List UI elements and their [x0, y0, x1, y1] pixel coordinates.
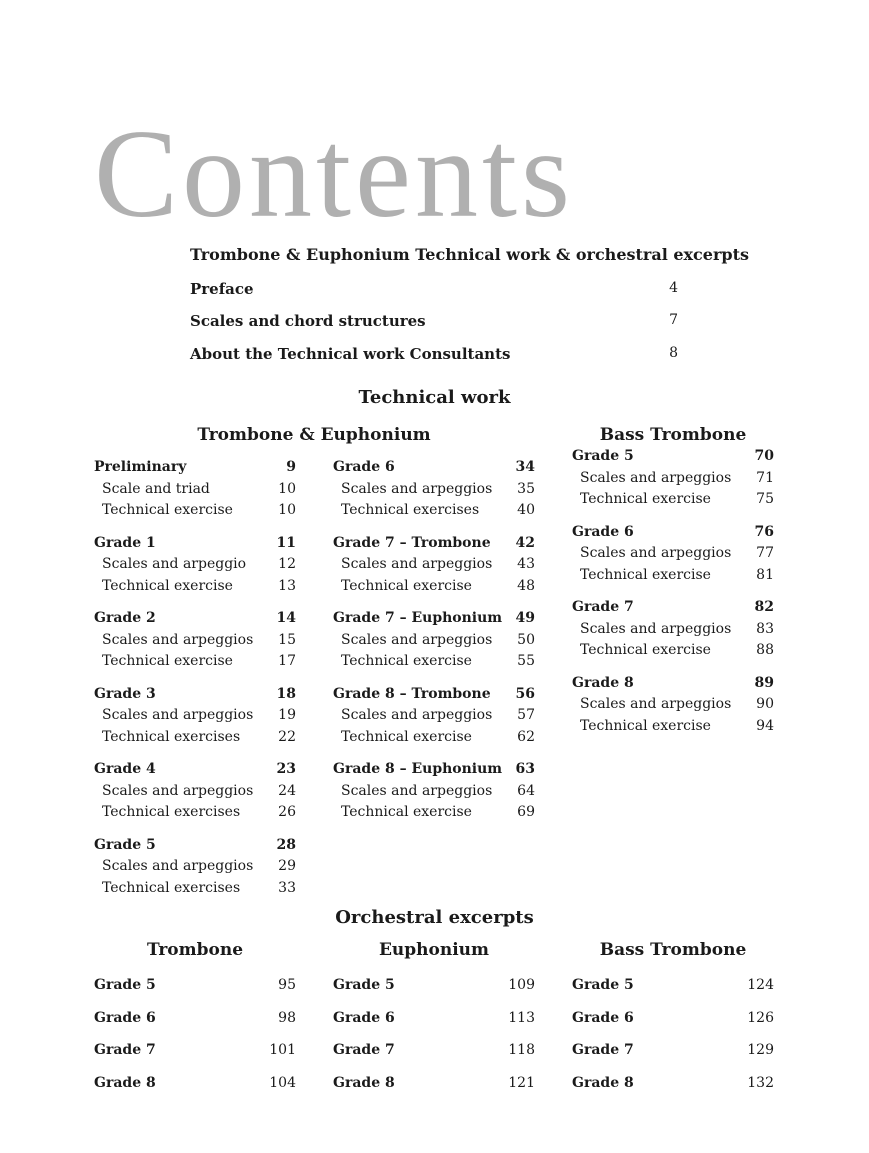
entry-page: 8: [669, 345, 678, 361]
entry-label: Scales and arpeggios: [341, 707, 493, 723]
toc-sub-entry[interactable]: [572, 489, 774, 511]
entry-page: 89: [754, 674, 774, 691]
entry-page: 70: [754, 448, 774, 464]
orchestral-entry[interactable]: [94, 1073, 296, 1106]
toc-sub-entry[interactable]: [333, 802, 535, 824]
orchestral-entry[interactable]: [94, 1040, 296, 1073]
toc-sub-entry[interactable]: [94, 878, 296, 900]
entry-page: 22: [278, 728, 296, 745]
entry-label: Grade 5: [572, 977, 634, 993]
entry-label: Scales and arpeggios: [102, 782, 254, 799]
entry-page: 104: [269, 1075, 296, 1092]
entry-label: Scale and triad: [102, 480, 210, 497]
entry-page: 12: [278, 556, 296, 572]
entry-label: Technical exercises: [102, 804, 241, 820]
toc-sub-entry[interactable]: [333, 727, 535, 749]
toc-sub-entry[interactable]: [572, 543, 774, 565]
entry-page: 113: [508, 1009, 535, 1026]
entry-page: 94: [756, 717, 774, 734]
orchestral-column-bass-trombone: [572, 975, 774, 1106]
orchestral-entry[interactable]: [333, 1073, 535, 1106]
orch-bass-trombone-heading: Bass Trombone: [599, 940, 747, 960]
entry-label: Scales and arpeggios: [102, 631, 254, 648]
orchestral-entry[interactable]: [94, 1008, 296, 1041]
entry-page: 88: [756, 642, 774, 658]
bass-trombone-heading: Bass Trombone: [599, 425, 747, 445]
entry-label: Technical exercise: [102, 577, 233, 594]
entry-label: Scales and arpeggios: [580, 696, 732, 712]
toc-grade-entry[interactable]: [572, 446, 774, 468]
orchestral-entry[interactable]: [333, 1040, 535, 1073]
orchestral-entry[interactable]: [94, 975, 296, 1008]
technical-column-3: [572, 446, 774, 748]
toc-sub-entry[interactable]: [94, 856, 296, 878]
entry-page: 98: [278, 1009, 296, 1026]
entry-page: 23: [276, 761, 296, 777]
toc-grade-entry[interactable]: [333, 457, 535, 479]
entry-label: Grade 8 – Trombone: [333, 685, 491, 702]
entry-page: 95: [278, 977, 296, 993]
entry-label: Grade 7: [572, 1042, 634, 1059]
toc-sub-entry[interactable]: [333, 576, 535, 598]
toc-sub-entry[interactable]: [333, 554, 535, 576]
entry-label: About the Technical work Consultants: [190, 345, 511, 363]
toc-grade-entry[interactable]: [572, 522, 774, 544]
toc-group: [333, 608, 535, 673]
entry-page: 10: [278, 480, 296, 497]
entry-page: 129: [747, 1042, 774, 1059]
toc-sub-entry[interactable]: [94, 630, 296, 652]
entry-page: 19: [278, 707, 296, 723]
entry-label: Technical exercise: [580, 642, 711, 658]
entry-label: Grade 6: [572, 1009, 634, 1026]
entry-page: 42: [515, 534, 535, 551]
entry-page: 11: [276, 534, 296, 551]
technical-column-1: [94, 457, 296, 910]
entry-page: 55: [517, 653, 535, 669]
entry-label: Grade 2: [94, 610, 156, 626]
toc-sub-entry[interactable]: [572, 694, 774, 716]
entry-label: Preface: [190, 280, 254, 298]
technical-work-heading: Technical work: [358, 387, 511, 408]
entry-page: 29: [278, 858, 296, 874]
entry-label: Grade 7 – Trombone: [333, 534, 491, 551]
entry-label: Grade 8: [572, 674, 634, 691]
toc-group: [94, 835, 296, 900]
entry-page: 24: [278, 782, 296, 799]
entry-page: 26: [278, 804, 296, 820]
entry-label: Grade 5: [94, 836, 156, 853]
entry-page: 14: [276, 610, 296, 626]
entry-page: 56: [515, 685, 535, 702]
toc-grade-entry[interactable]: [572, 597, 774, 619]
entry-page: 64: [517, 782, 535, 799]
toc-grade-entry[interactable]: [94, 457, 296, 479]
entry-page: 82: [754, 599, 774, 615]
toc-grade-entry[interactable]: [333, 533, 535, 555]
orchestral-entry[interactable]: [572, 1040, 774, 1073]
toc-entry-consultants[interactable]: [190, 345, 678, 363]
entry-label: Grade 8 – Euphonium: [333, 761, 503, 777]
entry-page: 76: [754, 523, 774, 540]
toc-sub-entry[interactable]: [333, 630, 535, 652]
toc-group: [572, 446, 774, 511]
toc-group: [94, 533, 296, 598]
entry-label: Scales and arpeggios: [580, 545, 732, 561]
entry-label: Technical exercises: [341, 502, 480, 518]
toc-grade-entry[interactable]: [94, 533, 296, 555]
toc-grade-entry[interactable]: [333, 759, 535, 781]
trombone-euphonium-heading: Trombone & Euphonium: [197, 425, 431, 445]
toc-entry-preface[interactable]: [190, 280, 678, 298]
toc-sub-entry[interactable]: [333, 479, 535, 501]
orchestral-entry[interactable]: [333, 1008, 535, 1041]
toc-sub-entry[interactable]: [94, 479, 296, 501]
entry-label: Technical exercise: [102, 653, 233, 669]
entry-page: 9: [286, 459, 296, 475]
technical-column-2: [333, 457, 535, 835]
toc-sub-entry[interactable]: [94, 705, 296, 727]
entry-page: 124: [747, 977, 774, 993]
toc-sub-entry[interactable]: [94, 500, 296, 522]
entry-label: Technical exercises: [102, 879, 241, 896]
entry-page: 83: [756, 620, 774, 637]
entry-label: Preliminary: [94, 459, 187, 475]
entry-label: Scales and arpeggios: [341, 480, 493, 497]
toc-grade-entry[interactable]: [94, 835, 296, 857]
orchestral-excerpts-heading: Orchestral excerpts: [335, 907, 534, 928]
entry-page: 13: [278, 577, 296, 594]
toc-grade-entry[interactable]: [94, 608, 296, 630]
entry-label: Grade 4: [94, 761, 156, 777]
entry-page: 49: [515, 610, 535, 626]
entry-label: Scales and arpeggios: [102, 707, 254, 723]
entry-page: 101: [269, 1042, 296, 1059]
entry-label: Grade 7: [572, 599, 634, 615]
entry-page: 57: [517, 707, 535, 723]
entry-label: Technical exercise: [341, 653, 472, 669]
orchestral-entry[interactable]: [572, 1073, 774, 1106]
entry-page: 7: [669, 312, 678, 328]
toc-sub-entry[interactable]: [572, 640, 774, 662]
toc-group: [94, 759, 296, 824]
entry-label: Scales and arpeggios: [341, 631, 493, 648]
entry-label: Scales and arpeggio: [102, 556, 247, 572]
entry-page: 17: [278, 653, 296, 669]
entry-label: Grade 5: [572, 448, 634, 464]
toc-sub-entry[interactable]: [94, 727, 296, 749]
entry-label: Grade 7 – Euphonium: [333, 610, 503, 626]
toc-sub-entry[interactable]: [333, 651, 535, 673]
entry-label: Technical exercise: [580, 491, 711, 507]
toc-sub-entry[interactable]: [94, 576, 296, 598]
toc-group: [333, 759, 535, 824]
entry-label: Scales and chord structures: [190, 312, 426, 330]
entry-page: 90: [756, 696, 774, 712]
entry-label: Grade 5: [94, 977, 156, 993]
entry-page: 62: [517, 728, 535, 745]
entry-label: Grade 3: [94, 685, 156, 702]
toc-sub-entry[interactable]: [94, 651, 296, 673]
entry-page: 43: [517, 556, 535, 572]
entry-page: 4: [669, 280, 678, 296]
entry-page: 69: [517, 804, 535, 820]
orchestral-column-euphonium: [333, 975, 535, 1106]
entry-page: 40: [517, 502, 535, 518]
entry-label: Scales and arpeggios: [341, 782, 493, 799]
entry-label: Technical exercise: [102, 502, 233, 518]
orchestral-entry[interactable]: [572, 975, 774, 1008]
entry-label: Grade 6: [333, 459, 395, 475]
entry-label: Technical exercise: [341, 577, 472, 594]
toc-sub-entry[interactable]: [572, 565, 774, 587]
orchestral-entry[interactable]: [333, 975, 535, 1008]
toc-sub-entry[interactable]: [572, 468, 774, 490]
toc-sub-entry[interactable]: [94, 554, 296, 576]
entry-label: Technical exercises: [102, 728, 241, 745]
toc-sub-entry[interactable]: [94, 802, 296, 824]
entry-page: 121: [508, 1075, 535, 1092]
orchestral-entry[interactable]: [572, 1008, 774, 1041]
entry-page: 28: [276, 836, 296, 853]
entry-page: 15: [278, 631, 296, 648]
entry-page: 81: [756, 566, 774, 583]
toc-group: [333, 684, 535, 749]
toc-grade-entry[interactable]: [333, 684, 535, 706]
entry-label: Technical exercise: [341, 804, 472, 820]
entry-page: 10: [278, 502, 296, 518]
entry-label: Grade 6: [572, 523, 634, 540]
entry-label: Scales and arpeggios: [580, 620, 732, 637]
entry-page: 18: [276, 685, 296, 702]
entry-label: Grade 7: [94, 1042, 156, 1059]
entry-label: Technical exercise: [580, 566, 711, 583]
entry-label: Grade 6: [333, 1009, 395, 1026]
toc-group: [333, 533, 535, 598]
entry-page: 132: [747, 1075, 774, 1092]
toc-sub-entry[interactable]: [572, 619, 774, 641]
entry-page: 118: [508, 1042, 535, 1059]
toc-sub-entry[interactable]: [94, 781, 296, 803]
toc-sub-entry[interactable]: [333, 705, 535, 727]
toc-group: [572, 673, 774, 738]
entry-page: 126: [747, 1009, 774, 1026]
front-matter-heading: Trombone & Euphonium Technical work & orchestral excerpts: [190, 245, 749, 264]
orchestral-column-trombone: [94, 975, 296, 1106]
entry-page: 35: [517, 480, 535, 497]
entry-label: Grade 6: [94, 1009, 156, 1026]
entry-label: Grade 8: [333, 1075, 395, 1092]
orch-trombone-heading: Trombone: [146, 940, 244, 960]
entry-label: Grade 7: [333, 1042, 395, 1059]
entry-page: 63: [515, 761, 535, 777]
entry-page: 48: [517, 577, 535, 594]
entry-label: Grade 5: [333, 977, 395, 993]
toc-entry-scales-chords[interactable]: [190, 312, 678, 330]
toc-grade-entry[interactable]: [572, 673, 774, 695]
toc-group: [572, 597, 774, 662]
entry-page: 75: [756, 491, 774, 507]
toc-grade-entry[interactable]: [333, 608, 535, 630]
toc-group: [94, 608, 296, 673]
page-title: Contents: [94, 105, 575, 244]
entry-label: Technical exercise: [580, 717, 711, 734]
orch-euphonium-heading: Euphonium: [378, 940, 490, 960]
toc-group: [572, 522, 774, 587]
entry-page: 77: [756, 545, 774, 561]
entry-label: Grade 8: [572, 1075, 634, 1092]
toc-sub-entry[interactable]: [333, 781, 535, 803]
entry-page: 33: [278, 879, 296, 896]
entry-page: 109: [508, 977, 535, 993]
toc-group: [94, 457, 296, 522]
toc-sub-entry[interactable]: [333, 500, 535, 522]
entry-label: Grade 8: [94, 1075, 156, 1092]
toc-group: [333, 457, 535, 522]
entry-page: 34: [515, 459, 535, 475]
entry-page: 71: [756, 469, 774, 486]
entry-label: Scales and arpeggios: [341, 556, 493, 572]
toc-group: [94, 684, 296, 749]
entry-label: Scales and arpeggios: [580, 469, 732, 486]
entry-page: 50: [517, 631, 535, 648]
toc-grade-entry[interactable]: [94, 759, 296, 781]
entry-label: Technical exercise: [341, 728, 472, 745]
entry-label: Scales and arpeggios: [102, 858, 254, 874]
entry-label: Grade 1: [94, 534, 156, 551]
toc-sub-entry[interactable]: [572, 716, 774, 738]
toc-grade-entry[interactable]: [94, 684, 296, 706]
